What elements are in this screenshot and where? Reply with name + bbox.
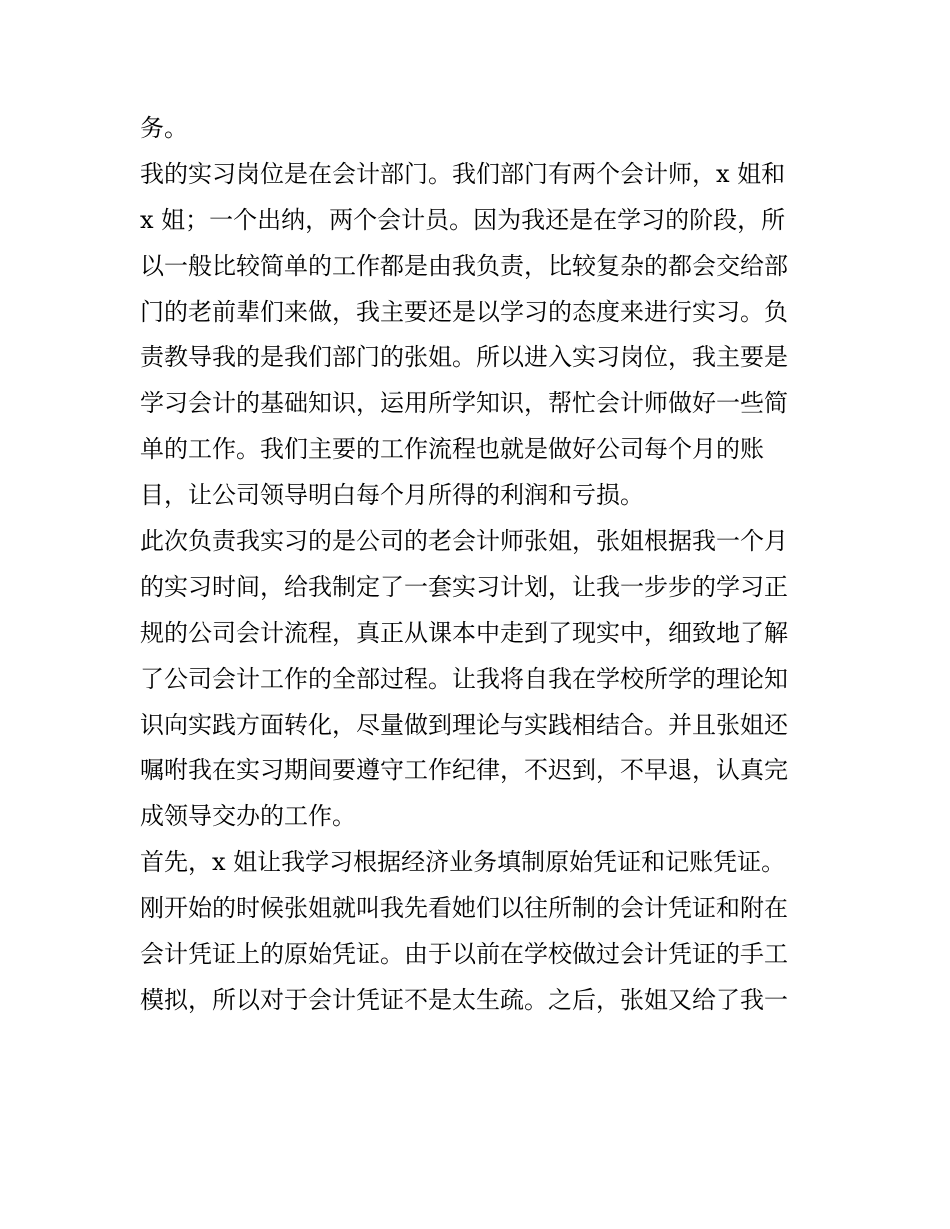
text-line-4: 以一般比较简单的工作都是由我负责，比较复杂的都会交给部 <box>140 251 788 280</box>
text-line-1: 务。 <box>140 114 188 142</box>
text-line-2: 我的实习岗位是在会计部门。我们部门有两个会计师，x 姐和 <box>140 159 786 188</box>
text-line-16: 成领导交办的工作。 <box>140 802 356 831</box>
text-line-5: 门的老前辈们来做，我主要还是以学习的态度来进行实习。负 <box>140 297 788 326</box>
text-line-3: x 姐；一个出纳，两个会计员。因为我还是在学习的阶段，所 <box>140 205 786 234</box>
text-line-18: 刚开始的时候张姐就叫我先看她们以往所制的会计凭证和附在 <box>140 894 788 923</box>
text-line-17: 首先，x 姐让我学习根据经济业务填制原始凭证和记账凭证。 <box>140 848 786 877</box>
text-line-8: 单的工作。我们主要的工作流程也就是做好公司每个月的账 <box>140 435 764 464</box>
text-line-15: 嘱咐我在实习期间要遵守工作纪律，不迟到，不早退，认真完 <box>140 756 788 785</box>
text-line-7: 学习会计的基础知识，运用所学知识，帮忙会计师做好一些简 <box>140 389 788 418</box>
text-line-20: 模拟，所以对于会计凭证不是太生疏。之后，张姐又给了我一 <box>140 985 788 1014</box>
text-line-11: 的实习时间，给我制定了一套实习计划，让我一步步的学习正 <box>140 572 788 601</box>
text-line-6: 责教导我的是我们部门的张姐。所以进入实习岗位，我主要是 <box>140 343 788 372</box>
text-line-13: 了公司会计工作的全部过程。让我将自我在学校所学的理论知 <box>140 664 788 693</box>
text-line-10: 此次负责我实习的是公司的老会计师张姐，张姐根据我一个月 <box>140 527 788 556</box>
text-line-14: 识向实践方面转化，尽量做到理论与实践相结合。并且张姐还 <box>140 710 788 739</box>
text-line-12: 规的公司会计流程，真正从课本中走到了现实中，细致地了解 <box>140 618 788 647</box>
text-line-9: 目，让公司领导明白每个月所得的利润和亏损。 <box>140 481 644 510</box>
text-line-19: 会计凭证上的原始凭证。由于以前在学校做过会计凭证的手工 <box>140 940 788 969</box>
document-body <box>140 106 820 1024</box>
